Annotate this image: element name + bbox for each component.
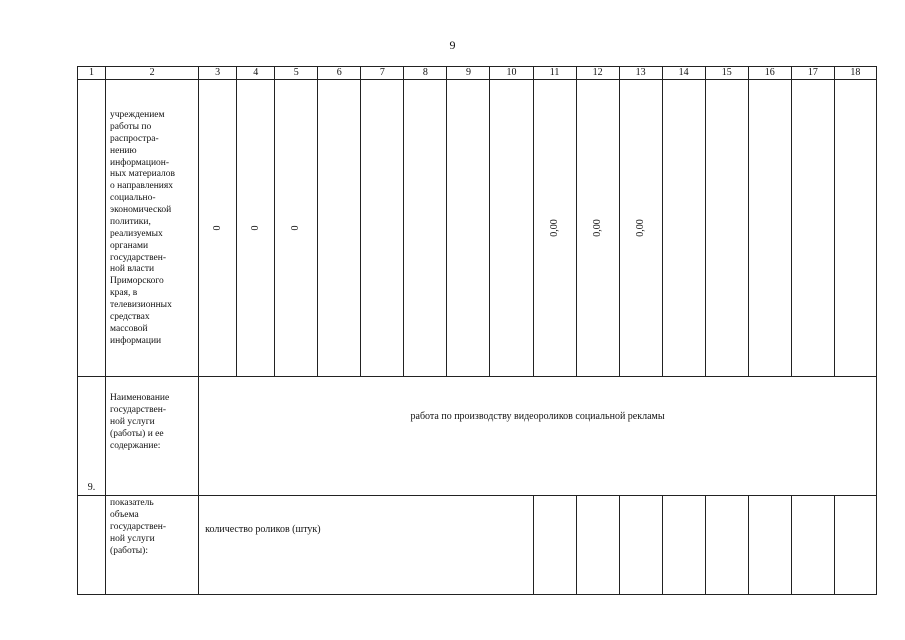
indicator-label-text — [106, 496, 198, 557]
header-cell: 8 — [404, 67, 447, 80]
text-line: нению — [110, 145, 137, 156]
text-line: о направлениях — [110, 181, 173, 192]
value-col7 — [361, 80, 404, 377]
value-col10 — [490, 80, 533, 377]
data-table — [77, 66, 877, 595]
text-line: органами — [110, 240, 149, 251]
text-line: государствен- — [110, 521, 166, 532]
row-number-cell — [78, 496, 106, 595]
text-line: государствен- — [110, 252, 166, 263]
text-line: распростра- — [110, 133, 159, 144]
text-line: государствен- — [110, 404, 166, 415]
header-cell: 1 — [78, 67, 106, 80]
indicator-col11 — [533, 496, 576, 595]
header-cell: 17 — [791, 67, 834, 80]
table-row-9 — [78, 377, 877, 496]
description-text — [106, 80, 198, 348]
service-name-text — [106, 377, 198, 452]
value-col13 — [619, 80, 662, 377]
header-cell: 4 — [237, 67, 275, 80]
table-row-indicator — [78, 496, 877, 595]
text-line: политики, — [110, 216, 151, 227]
text-line: ных материалов — [110, 169, 176, 180]
indicator-col14 — [662, 496, 705, 595]
row-number-cell — [78, 80, 106, 377]
text-line: показатель — [110, 498, 154, 508]
value-col6 — [318, 80, 361, 377]
table-row-continuation — [78, 80, 877, 377]
header-cell: 16 — [748, 67, 791, 80]
description-cell — [106, 80, 199, 377]
text-line: реализуемых — [110, 228, 163, 239]
text-line: информации — [110, 335, 162, 346]
text-line: телевизионных — [110, 300, 172, 310]
value-col8 — [404, 80, 447, 377]
text-line: Наименование — [110, 393, 170, 403]
indicator-unit: количество роликов (штук) — [199, 496, 533, 595]
value-col4 — [237, 80, 275, 377]
text-line: социально- — [110, 193, 156, 204]
header-cell: 18 — [834, 67, 876, 80]
service-content: работа по производству видеороликов социальной рекламы — [199, 377, 877, 496]
value-col12 — [576, 80, 619, 377]
header-cell: 5 — [275, 67, 318, 80]
header-cell: 7 — [361, 67, 404, 80]
indicator-col17 — [791, 496, 834, 595]
indicator-col13 — [619, 496, 662, 595]
text-line: края, в — [110, 288, 138, 299]
page-number: 9 — [449, 38, 456, 52]
header-cell: 15 — [705, 67, 748, 80]
header-cell: 14 — [662, 67, 705, 80]
header-cell: 13 — [619, 67, 662, 80]
value-col18 — [834, 80, 876, 377]
value-col4-text: 0 — [249, 225, 261, 231]
indicator-col18 — [834, 496, 876, 595]
text-line: информацион- — [110, 157, 170, 168]
text-line: средствах — [110, 311, 150, 322]
text-line: массовой — [110, 323, 148, 334]
header-cell: 10 — [490, 67, 533, 80]
text-line: ной услуги — [110, 533, 155, 544]
text-line: (работы): — [110, 545, 148, 556]
value-col9 — [447, 80, 490, 377]
value-col11-text: 0,00 — [548, 219, 560, 237]
text-line: экономической — [110, 205, 172, 215]
header-cell: 9 — [447, 67, 490, 80]
value-col16 — [748, 80, 791, 377]
indicator-col15 — [705, 496, 748, 595]
text-line: Приморского — [110, 276, 164, 287]
value-col15 — [705, 80, 748, 377]
value-col3-text: 0 — [211, 225, 223, 231]
header-cell: 11 — [533, 67, 576, 80]
value-col5 — [275, 80, 318, 377]
header-cell: 2 — [106, 67, 199, 80]
value-col17 — [791, 80, 834, 377]
header-cell: 12 — [576, 67, 619, 80]
text-line: ной власти — [110, 264, 155, 275]
value-col5-text: 0 — [290, 225, 301, 231]
value-col14 — [662, 80, 705, 377]
value-col13-text: 0,00 — [634, 219, 646, 237]
header-row — [78, 67, 877, 80]
header-cell: 3 — [199, 67, 237, 80]
value-col11 — [533, 80, 576, 377]
header-cell: 6 — [318, 67, 361, 80]
value-col12-text: 0,00 — [591, 219, 603, 237]
indicator-col12 — [576, 496, 619, 595]
text-line: работы по — [110, 121, 152, 132]
text-line: содержание: — [110, 440, 161, 451]
row-number: 9. — [78, 377, 106, 496]
indicator-col16 — [748, 496, 791, 595]
text-line: ной услуги — [110, 416, 155, 427]
indicator-label-cell — [106, 496, 199, 595]
text-line: учреждением — [110, 110, 165, 120]
text-line: объема — [110, 509, 139, 520]
value-col3 — [199, 80, 237, 377]
service-name-cell — [106, 377, 199, 496]
text-line: (работы) и ее — [110, 428, 164, 439]
